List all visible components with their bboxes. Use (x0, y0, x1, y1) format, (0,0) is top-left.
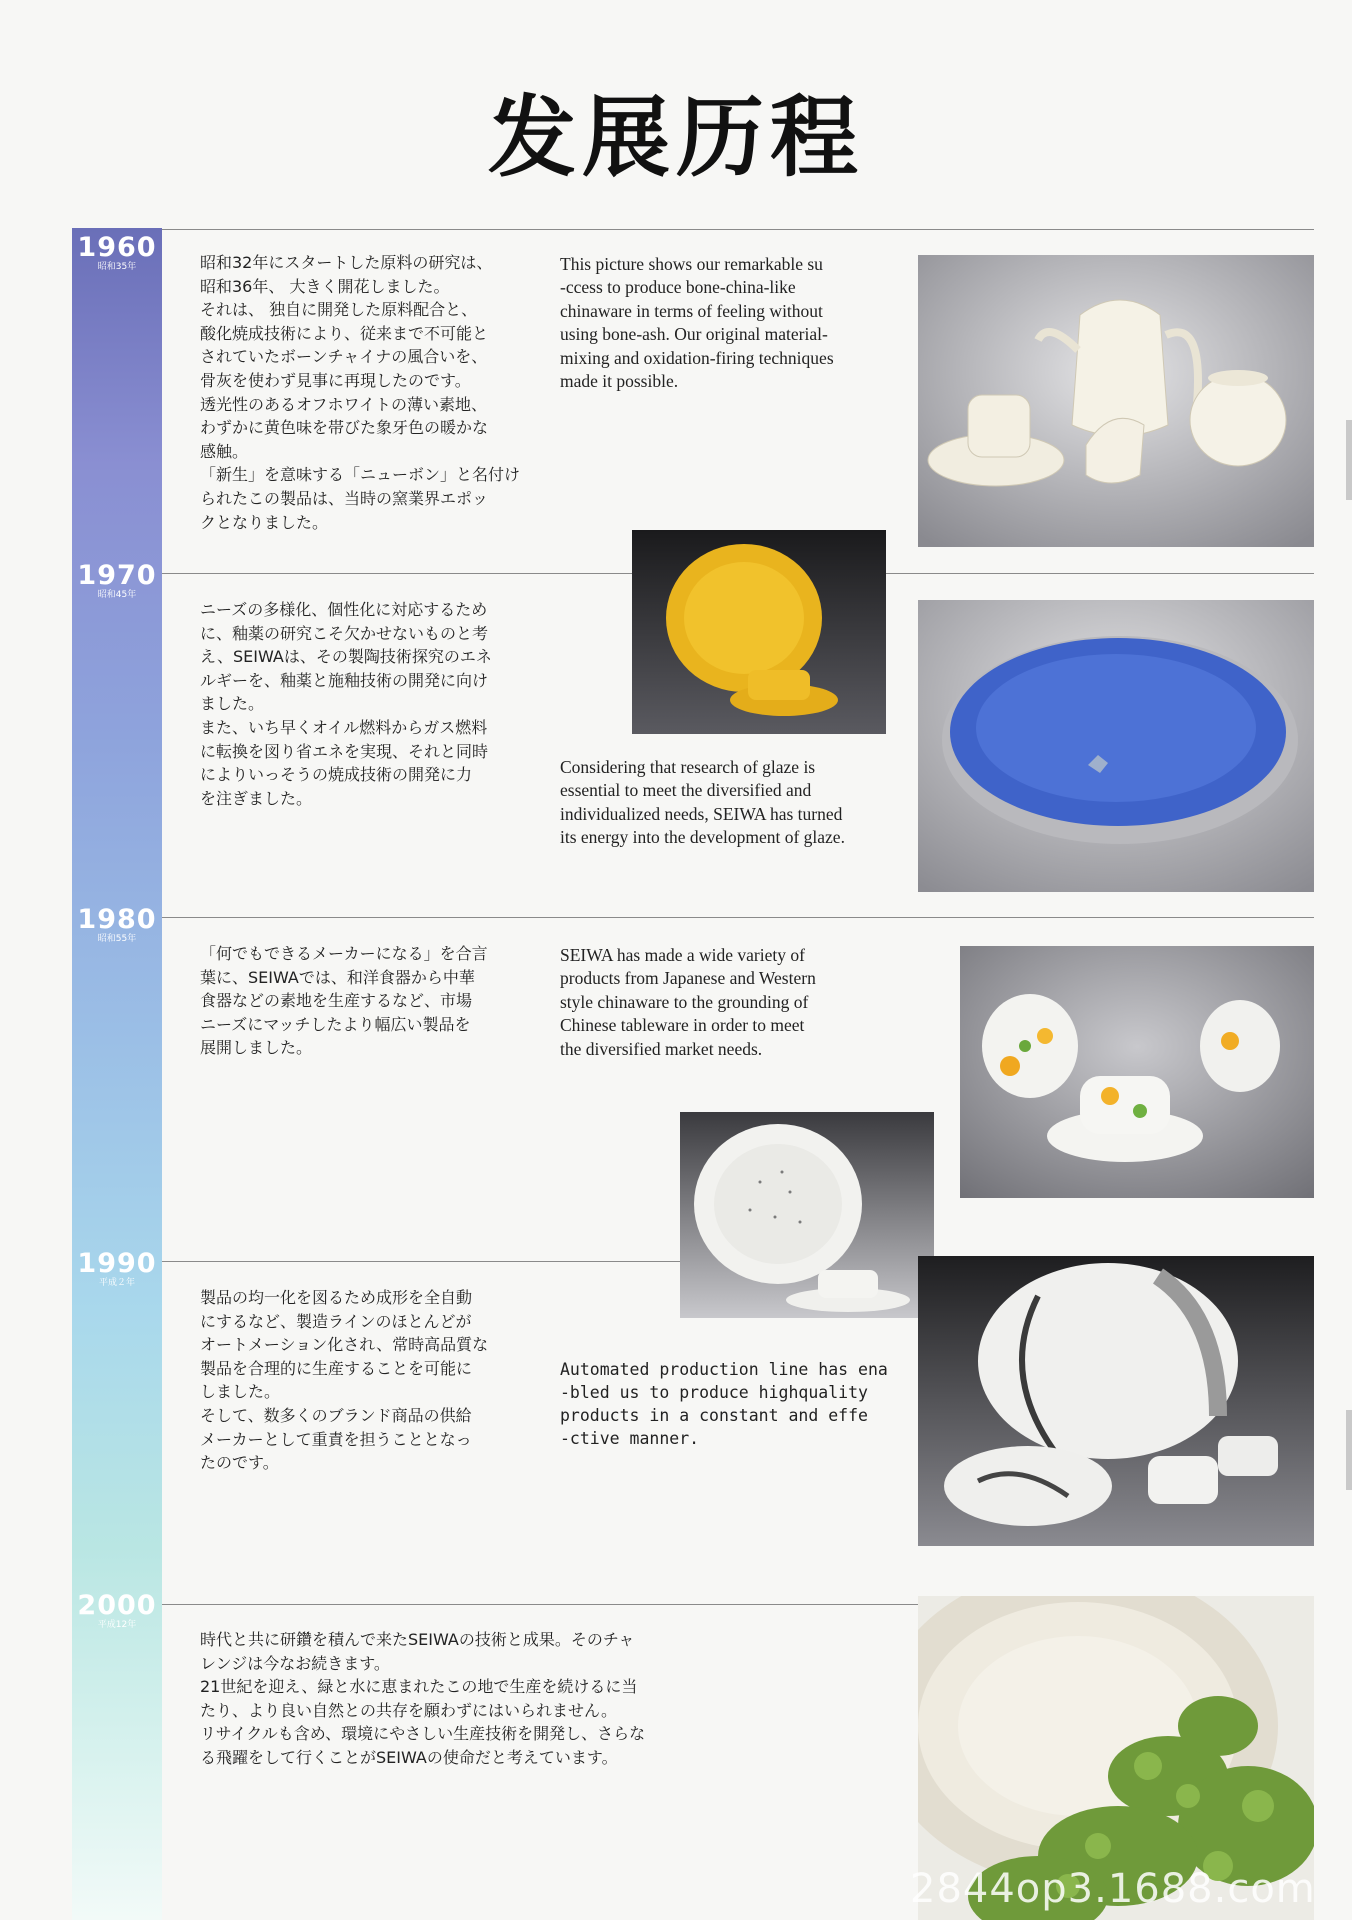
timeline-bar (72, 228, 162, 1920)
page-edge-mark (1346, 1410, 1352, 1490)
section-1960-japanese-text: 昭和32年にスタートした原料の研究は、 昭和36年、 大きく開花しました。 それは、 独自に開発した原料配合と、 酸化焼成技術により、従来まで不可能と されていたボーンチャイナの風合いを、 骨灰を使わず見事に再現したのです。 透光性のあるオフホワイトの薄い素地、 わずかに黄色味を帯びた象牙色の暖かな 感触。 「新生」を意味する「ニューボン」と名付け られたこの製品は、当時の窯業界エポッ クとなりました。 (200, 253, 521, 532)
page-edge-mark (1346, 420, 1352, 500)
grey-stripe-dinnerware-photo (918, 1256, 1314, 1546)
timeline-year-1980: 1980 昭和55年 (77, 904, 157, 944)
ivory-tea-set-photo (918, 255, 1314, 547)
section-1990-english-text: Automated production line has ena -bled us to produce highquality products in a constant and effe -ctive manner. (560, 1360, 888, 1448)
blue-bowl-photo (918, 600, 1314, 892)
yellow-plate-cup-photo (632, 530, 886, 734)
section-1990-japanese-text: 製品の均一化を図るため成形を全自動 にするなど、製造ラインのほとんどが オートメーション化され、常時高品質な 製品を合理的に生産することを可能に しました。 そして、数多くのブランド商品の供給 メーカーとして重責を担うこととなっ たのです。 (200, 1288, 489, 1473)
watermark-text: 2844op3.1688.com (910, 1866, 1316, 1912)
page-title: 发展历程 (487, 86, 864, 189)
timeline-year-1990: 1990 平成２年 (77, 1248, 157, 1288)
floral-tea-set-photo (960, 946, 1314, 1198)
timeline-year-1970: 1970 昭和45年 (77, 560, 157, 600)
section-1980-english-text: SEIWA has made a wide variety of products from Japanese and Western style chinaware to the grounding of Chinese tableware in order to meet the diversified market needs. (560, 945, 816, 1059)
section-1970-japanese-text: ニーズの多様化、個性化に対応するため に、釉薬の研究こそ欠かせないものと考 え、SEIWAは、その製陶技術探究のエネ ルギーを、釉薬と施釉技術の開発に向け ました。 また、いち早くオイル燃料からガス燃料 に転換を図り省エネを実現、それと同時 によりいっそうの焼成技術の開発に力 を注ぎました。 (200, 600, 492, 808)
section-divider (162, 917, 1314, 918)
timeline-year-1960: 1960 昭和35年 (77, 232, 157, 272)
section-1970-english-text: Considering that research of glaze is essential to meet the diversified and individualized needs, SEIWA has turned its energy into the development of glaze. (560, 757, 845, 848)
section-1980-japanese-text: 「何でもできるメーカーになる」を合言 葉に、SEIWAでは、和洋食器から中華 食器などの素地を生産するなど、市場 ニーズにマッチしたより幅広い製品を 展開しました。 (200, 944, 488, 1058)
section-2000-japanese-text: 時代と共に研鑽を積んで来たSEIWAの技術と成果。そのチャ レンジは今なお続きます。 21世紀を迎え、緑と水に恵まれたこの地で生産を続けるに当 たり、より良い自然との共存を願わずにはいられません。 リサイクルも含め、環境にやさしい生産技術を開発し、さらな る飛躍をして行くことがSEIWAの使命だと考えています。 (200, 1630, 646, 1767)
section-1960-english-text: This picture shows our remarkable su -ccess to produce bone-china-like chinaware in terms of feeling without using bone-ash. Our original material- mixing and oxidation-firing techniques made it possible. (560, 254, 834, 392)
timeline-year-2000: 2000 平成12年 (77, 1590, 157, 1630)
speckled-plate-photo (680, 1112, 934, 1318)
section-divider (162, 229, 1314, 230)
